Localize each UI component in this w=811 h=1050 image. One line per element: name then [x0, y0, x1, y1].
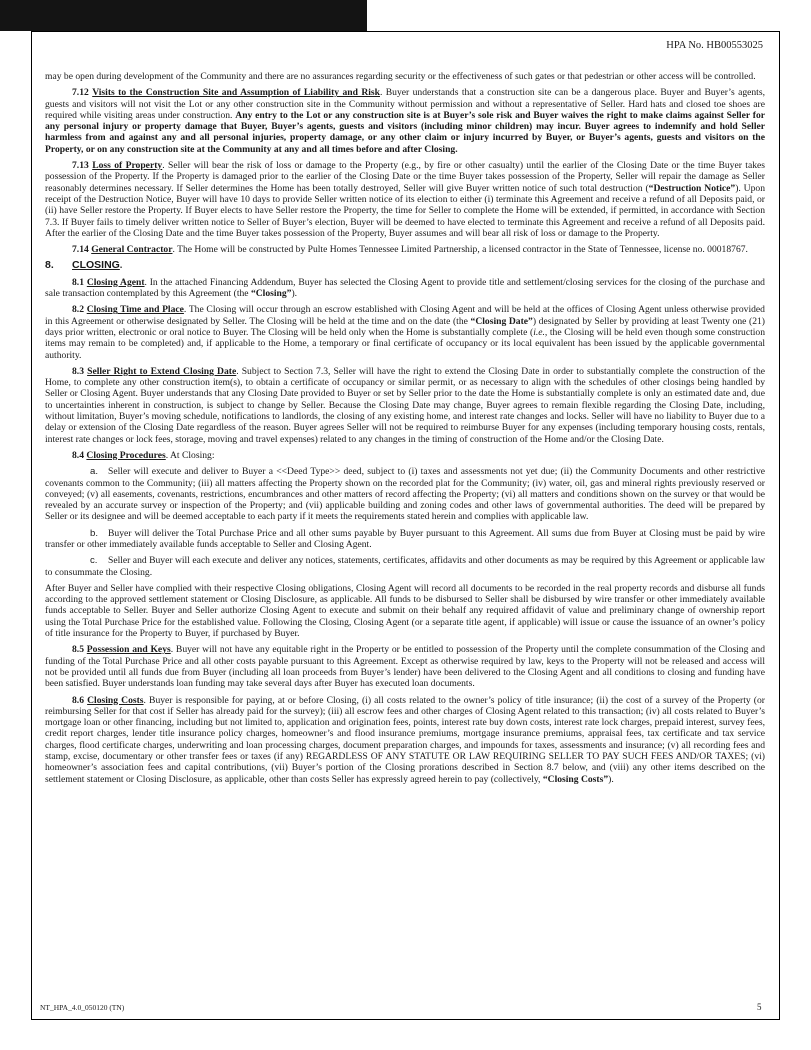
section-heading: Seller Right to Extend Closing Date: [87, 365, 237, 377]
section-heading: Closing Time and Place: [86, 304, 184, 316]
redaction-bar: [0, 0, 367, 31]
section-8-heading: [45, 260, 765, 271]
page-number: 5: [757, 1002, 762, 1012]
section-number: 7.13: [72, 160, 89, 172]
document-body: [45, 71, 765, 790]
section-text: . The Home will be constructed by Pulte Homes Tennessee Limited Partnership, a licensed contractor in the State of Tennessee, license no. 00018767.: [172, 244, 748, 256]
section-number: 7.14: [72, 244, 89, 256]
section-text: . Buyer understands that a construction site can be a dangerous place. Buyer and Buyer’s agents, guests and visitors will not visit the Lot or any other construction site in the Community without permission and without a representative of Seller. Hard hats and closed toe shoes are required while visiting areas under construction.: [45, 87, 765, 121]
section-title: CLOSING: [72, 259, 120, 272]
section-8-5: [45, 644, 765, 689]
section-number: 8.: [45, 259, 54, 272]
section-heading: General Contractor: [91, 244, 173, 256]
section-8-4: [45, 450, 765, 461]
section-heading: Possession and Keys: [86, 644, 171, 656]
section-text: , the Closing will be held even though some construction items may remain to be completed) and, if applicable to the Home, a temporary or final certificate of occupancy or its local equivalent has been issued by the applicable governmental authority.: [45, 326, 766, 361]
section-text: ).: [291, 288, 298, 300]
section-number: 8.6: [72, 694, 84, 706]
section-heading: Closing Costs: [87, 694, 144, 706]
section-7-13: [45, 160, 765, 239]
section-heading: Closing Procedures: [86, 449, 166, 461]
defined-term: “Closing Date”: [470, 315, 533, 327]
heading-punctuation: .: [119, 260, 123, 272]
section-text: ). Upon receipt of the Destruction Notice, Buyer will have 10 days to provide Seller written notice of its election to either (i) terminate this Agreement and receive a refund of all Deposits paid, or (ii) have Seller restore the Property. If Buyer elects to have Seller restore the Property, the time for Seller to complete the Home will be extended, if permitted, in accordance with Section 7.3. If Buyer fails to timely deliver written notice to Seller of Buyer’s election, Buyer will be deemed to have elected to terminate this Agreement and receive a refund of all Deposits paid. After the earlier of the Closing Date and the time Buyer takes possession of the Property, Buyer assumes and will bear all risk of loss or damage to the Property.: [45, 182, 765, 239]
section-8-2: [45, 304, 765, 360]
subsection-a: [45, 466, 765, 522]
section-text: . Buyer will not have any equitable right in the Property or be entitled to possession of the Property until the complete consummation of the Closing and funding of the Total Purchase Price and all other costs payable pursuant to this Agreement. Except as otherwise required by law, keys to the Property will not be released and access will not be provided until all funds due from Buyer (including all loan proceeds from Buyer’s lender) have been delivered to the Closing Agent and all conditions to closing and funding have been satisfied. Buyer understands loan funding may take several days after Buyer has executed loan documents.: [45, 644, 766, 690]
italic-term: i.e.: [533, 326, 545, 338]
defined-term: “Closing Costs”: [542, 773, 609, 785]
hpa-number: HPA No. HB00553025: [666, 40, 763, 51]
subsection-letter: b.: [90, 527, 99, 539]
subsection-c: [45, 555, 765, 578]
section-number: 8.5: [72, 644, 84, 656]
section-number: 7.12: [72, 87, 89, 99]
subsection-text: Seller will execute and deliver to Buyer a <<Deed Type>> deed, subject to (i) taxes and assessments not yet due; (ii) the Community Documents and other restrictive covenants common to the Community; (iii) all matters affecting the Property shown on the recorded plat for the Community; (iv) water, oil, gas and mineral rights previously reserved or conveyed; (v) all easements, covenants, restrictions, encumbrances and other matters of record affecting the Property; (vi) all matters and conditions shown on the survey or that would be revealed by an accurate survey or inspection of the Property; and (vii) applicable building and zoning codes and other laws of governmental authorities. The deed will be prepared by Seller or its designee and will be deemed acceptable to each party if it meets the requirements stated herein and complies with applicable law.: [45, 466, 765, 523]
section-text: ) designated by Seller by providing at least Twenty one (21) days prior written, electronic or oral notice to Buyer. The Closing will be held only when the Home is substantially complete (: [45, 315, 765, 338]
section-text: . Seller will bear the risk of loss or damage to the Property (e.g., by fire or other casualty) until the earlier of the Closing Date or the time Buyer takes possession of the Property. If the Property is damaged prior to the earlier of the Closing Date or the time Buyer takes possession of the Property, Seller will repair the damage as Seller reasonably determines necessary. If Seller determines the Home has been totally destroyed, Seller will give Buyer written notice of such total destruction (: [45, 160, 766, 194]
section-number: 8.1: [72, 276, 84, 288]
subsection-b: [45, 528, 765, 551]
form-identifier: NT_HPA_4.0_050120 (TN): [40, 1003, 125, 1012]
section-number: 8.2: [72, 304, 84, 316]
defined-term: “Closing”: [250, 288, 292, 300]
section-7-14: [45, 244, 765, 255]
subsection-text: Seller and Buyer will each execute and deliver any notices, statements, certificates, affidavits and other documents as may be required by this Agreement or applicable law to consummate the Closing.: [45, 555, 765, 578]
section-text: . The Closing will occur through an escrow established with Closing Agent and will be held at the offices of Closing Agent unless otherwise provided in this Agreement or otherwise designated by Seller. The Closing will be held at the time and on the date (the: [45, 304, 765, 327]
section-text: ).: [608, 773, 614, 785]
section-text: . At Closing:: [165, 449, 215, 461]
section-8-1: [45, 277, 765, 300]
section-heading: Closing Agent: [86, 276, 145, 288]
subsection-letter: c.: [90, 555, 98, 567]
section-7-12: [45, 87, 765, 155]
subsection-letter: a.: [90, 466, 99, 478]
closing-recording-paragraph: After Buyer and Seller have complied with their respective Closing obligations, Closing Agent will record all documents to be recorded in the real property records and disburse all funds according to the approved settlement statement or Closing Disclosure, as applicable. All funds to be disbursed to Seller shall be disbursed by wire transfer or other immediately available funds acceptable to Seller. Buyer and Seller authorize Closing Agent to execute and submit on their behalf any required affidavit of value and preliminary change of ownership report using the Total Purchase Price for the established value. Following the Closing, Closing Agent (or a separate title agent, if applicable) will issue or cause the issuance of an owner’s policy of title insurance for the Property to Buyer, if purchased by Buyer.: [45, 582, 765, 640]
section-text: . Buyer is responsible for paying, at or before Closing, (i) all costs related to the owner’s policy of title insurance; (ii) the cost of a survey of the Property (or reimbursing Seller for that cost if Seller has already paid for the survey); (iii) all escrow fees and other charges of Closing Agent related to this transaction; (iv) all costs related to Buyer’s mortgage loan or other financing, including but not limited to, application and origination fees, points, interest rate buy down costs, interest rate lock charges, prepaid interest, survey fees, credit report charges, lender title insurance policy charges, homeowner’s and flood insurance premiums, mortgage insurance premiums, appraisal fees, tax certificate and tax service charges, flood certificate charges, underwriting and loan processing charges, document preparation charges, and impounds for taxes, assessments and insurance; (v) all recording fees and stamp, excise, documentary or other transfer fees or taxes (if any) REGARDLESS OF ANY STATUTE OR LAW REQUIRING SELLER TO PAY SUCH FEES AND/OR TAXES; (vi) homeowner’s association fees and capital contributions, (vii) Buyer’s portion of the Closing prorations described in Section 8.7 below, and (viii) any other items described on the settlement statement or Closing Disclosure, as applicable, other than costs Seller has expressly agreed herein to pay (collectively,: [45, 694, 765, 785]
subsection-text: Buyer will deliver the Total Purchase Price and all other sums payable by Buyer pursuant to this Agreement. All sums due from Buyer at Closing must be paid by wire transfer or other immediately available funds acceptable to Seller and Closing Agent.: [45, 527, 765, 550]
intro-paragraph: may be open during development of the Community and there are no assurances regarding security or the effectiveness of such gates or that pedestrian or other access will be controlled.: [45, 71, 756, 82]
section-bold-text: Any entry to the Lot or any construction site is at Buyer’s sole risk and Buyer waives the right to make claims against Seller for any personal injury or property damage that Buyer, Buyer’s agents, guests and visitors (including minor children) may incur. Buyer agrees to indemnify and hold Seller harmless from and against any and all personal injuries, property damage, or any other claim or injury incurred by Buyer, or Buyer’s agents, guests and visitors on the Property, or on any construction site at the Community at any and all times before and after Closing.: [45, 109, 765, 155]
section-number: 8.3: [72, 365, 84, 377]
section-heading: Visits to the Construction Site and Assumption of Liability and Risk: [92, 87, 380, 99]
section-number: 8.4: [72, 449, 84, 461]
section-8-3: [45, 366, 765, 445]
section-text: . In the attached Financing Addendum, Buyer has selected the Closing Agent to provide title and settlement/closing services for the closing of the purchase and sale transaction contemplated by this Agreement (the: [45, 276, 765, 300]
defined-term: “Destruction Notice”: [648, 182, 736, 194]
section-heading: Loss of Property: [92, 160, 163, 172]
section-text: . Subject to Section 7.3, Seller will have the right to extend the Closing Date in order to substantially complete the construction of the Home, to complete any other construction item(s), to obtain a certificate of occupancy or similar permit, or as necessary to align with the schedules of other closings being handled by Seller or Closing Agent. Buyer understands that any Closing Date provided to Buyer or set by Seller prior to the date the Home is substantially complete is only an estimated date and, due to uncertainties inherent in construction, is subject to change by Seller. Because the Closing Date may change, Buyer agrees to remain flexible regarding the Closing Date, including, without limitation, Buyer’s moving schedule, notifications to landlords, the closing of any existing home, and interest rate changes and locks. Seller will have no liability to Buyer due to a delay or extension of the Closing Date regardless of the reason. Buyer agrees Seller will not be required to reimburse Buyer for any expenses (including temporary housing costs, rentals, interest rate changes or lock fees, storage, moving and travel expenses) related to any changes in the timing of construction of the Home and/or the Closing Date.: [45, 365, 766, 445]
section-8-6: [45, 695, 765, 785]
